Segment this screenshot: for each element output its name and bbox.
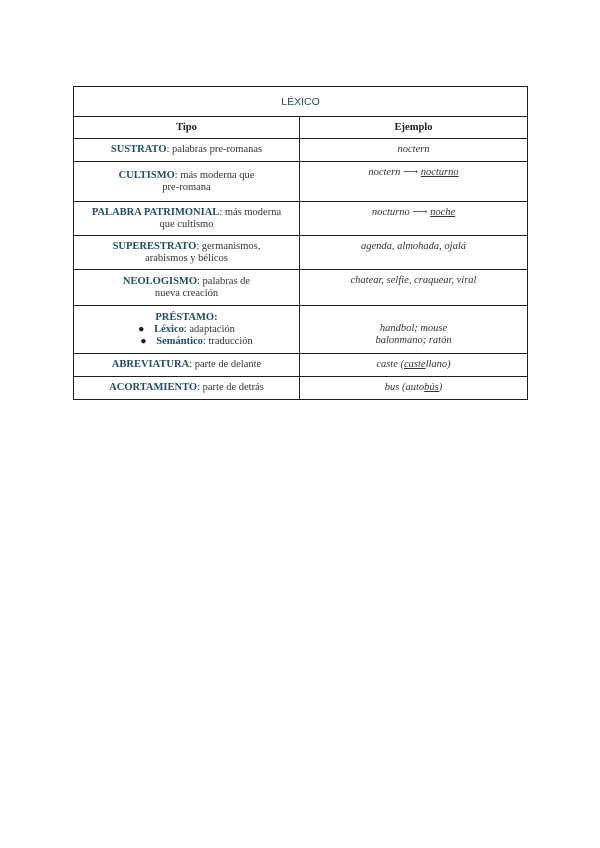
term-cultismo: CULTISMO xyxy=(118,169,175,181)
example-source: noctern xyxy=(368,167,401,178)
tipo-cell xyxy=(74,354,300,377)
table-row xyxy=(74,270,528,306)
subterm-desc: : adaptación xyxy=(183,323,235,335)
term-superestrato: SUPERESTRATO xyxy=(112,240,197,252)
term-desc: : germanismos, xyxy=(196,240,261,252)
bullet-icon: ● xyxy=(140,335,147,347)
tipo-cell xyxy=(74,236,300,270)
example-source: nocturno xyxy=(371,207,410,218)
example-cell: agenda, almohada, ojalá xyxy=(300,236,528,270)
tipo-cell xyxy=(74,270,300,306)
lexico-table xyxy=(73,86,528,400)
term-prestamo: PRÉSTAMO xyxy=(155,311,215,323)
example-cell xyxy=(300,377,528,400)
example-part: caste ( xyxy=(376,359,405,370)
arrow-icon: ⟶ xyxy=(400,167,421,178)
term-desc-cont: nueva creación xyxy=(154,287,219,299)
table-row xyxy=(74,236,528,270)
term-colon: : xyxy=(214,311,218,323)
table-row xyxy=(74,306,528,354)
term-desc-cont: pre-romana xyxy=(162,181,211,193)
table-row xyxy=(74,139,528,162)
example-line: balonmano; ratón xyxy=(375,334,452,346)
arrow-icon: ⟶ xyxy=(409,207,431,218)
table-row xyxy=(74,377,528,400)
example-cell: noctern xyxy=(300,139,528,162)
term-desc: : más moderna xyxy=(219,206,282,218)
subterm-desc: : traducción xyxy=(202,335,253,347)
bullet-item xyxy=(74,324,299,336)
term-desc: : más moderna que xyxy=(174,169,255,181)
tipo-cell xyxy=(74,202,300,236)
example-part: ) xyxy=(438,382,443,393)
subterm-lexico: Léxico xyxy=(154,323,184,335)
bullet-icon: ● xyxy=(138,323,145,335)
table-row xyxy=(74,354,528,377)
term-desc-cont: que cultismo xyxy=(159,218,214,230)
term-patrimonial: PALABRA PATRIMONIAL xyxy=(91,206,220,218)
term-desc: : parte de delante xyxy=(189,359,262,370)
tipo-cell xyxy=(74,377,300,400)
example-part: llano) xyxy=(425,359,451,370)
example-target: noche xyxy=(430,207,456,218)
table-row xyxy=(74,202,528,236)
term-sustrato: SUSTRATO xyxy=(110,144,167,155)
example-cell xyxy=(300,306,528,354)
term-acortamiento: ACORTAMIENTO xyxy=(109,382,198,393)
example-cell: chatear, selfie, craquear, viral xyxy=(300,270,528,306)
bullet-item xyxy=(74,336,299,348)
term-desc: : parte de detrás xyxy=(197,382,264,393)
example-underlined: bús xyxy=(424,382,439,393)
example-part: bus (auto xyxy=(384,382,425,393)
subterm-semantico: Semántico xyxy=(156,335,203,347)
term-desc: : palabras pre-romanas xyxy=(166,144,263,155)
example-cell xyxy=(300,354,528,377)
example-cell xyxy=(300,202,528,236)
example-underlined: caste xyxy=(404,359,426,370)
tipo-cell xyxy=(74,139,300,162)
header-ejemplo: Ejemplo xyxy=(300,117,528,139)
example-line: handbol; mouse xyxy=(379,322,448,334)
header-tipo: Tipo xyxy=(74,117,300,139)
example-target: nocturno xyxy=(420,167,459,178)
table-row xyxy=(74,162,528,202)
tipo-cell xyxy=(74,162,300,202)
term-desc: : palabras de xyxy=(197,275,251,287)
example-cell xyxy=(300,162,528,202)
tipo-cell xyxy=(74,306,300,354)
table-title: LÉXICO xyxy=(74,87,528,117)
term-abreviatura: ABREVIATURA xyxy=(111,359,190,370)
term-desc-cont: arabismos y bélicos xyxy=(145,252,228,264)
term-neologismo: NEOLOGISMO xyxy=(122,275,198,287)
